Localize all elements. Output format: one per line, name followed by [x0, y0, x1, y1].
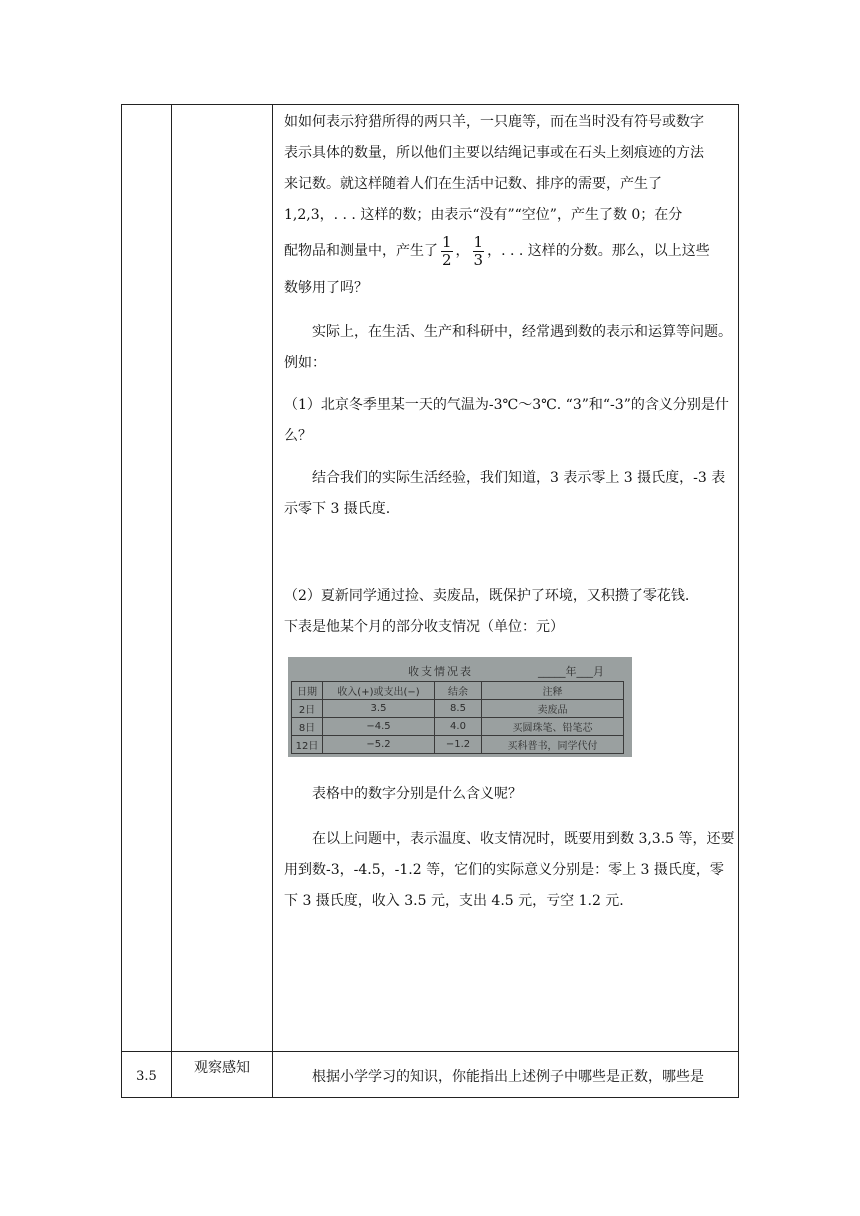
text-span: ，	[455, 243, 470, 259]
row-divider	[122, 1051, 738, 1052]
fraction-numerator: 1	[473, 232, 484, 251]
step-content: 根据小学学习的知识，你能指出上述例子中哪些是正数，哪些是	[312, 1069, 704, 1085]
table-row	[292, 700, 624, 718]
answer-1: 结合我们的实际生活经验，我们知道，3 表示零上 3 摄氏度，-3 表示零下 3 摄氏度.	[284, 470, 726, 517]
question-2-line: （2）夏新同学通过捡、卖废品，既保护了环境，又积攒了零花钱.	[284, 588, 690, 604]
table-cell: 买科普书，同学代付	[482, 736, 624, 754]
column-divider-1	[171, 105, 172, 1097]
fraction-denominator: 3	[473, 250, 484, 269]
paragraph-line-fractions	[284, 231, 736, 271]
table-header-row	[292, 682, 624, 700]
table-cell: 8日	[292, 718, 323, 736]
summary-paragraph: 在以上问题中，表示温度、收支情况时，既要用到数 3,3.5 等，还要用到数-3，-4.5，-1.2 等，它们的实际意义分别是：零上 3 摄氏度，零下 3 摄氏度，收入 3.5 元，支出 4.5 元，亏空 1.2 元.	[284, 831, 735, 909]
step-name: 观察感知	[194, 1060, 250, 1076]
table-header-cell: 注释	[482, 682, 624, 700]
table-cell: 8.5	[435, 700, 482, 718]
fraction-numerator: 1	[442, 232, 452, 251]
question-3: 表格中的数字分别是什么含义呢？	[312, 786, 522, 802]
paragraph: 实际上，在生活、生产和科研中，经常遇到数的表示和运算等问题。例如：	[284, 324, 732, 371]
table-row	[292, 736, 624, 754]
text-span: ，. . . 这样的分数。那么，以上这些	[487, 243, 710, 259]
table-cell: 买圆珠笔、铅笔芯	[482, 718, 624, 736]
fraction-denominator: 2	[442, 250, 452, 269]
table-header-cell: 结余	[435, 682, 482, 700]
photo-table-title: 收支情况表	[408, 665, 473, 678]
paragraph-line: 1,2,3，. . . 这样的数；由表示“没有”“空位”，产生了数 0；在分	[284, 207, 683, 223]
table-cell: −4.5	[323, 718, 435, 736]
paragraph-line: 数够用了吗？	[284, 280, 368, 296]
photo-table-date: _____年___月	[538, 665, 604, 678]
table-cell: −1.2	[435, 736, 482, 754]
paragraph-line: 如如何表示狩猎所得的两只羊，一只鹿等，而在当时没有符号或数字	[284, 114, 704, 130]
table-cell: −5.2	[323, 736, 435, 754]
table-header-cell: 日期	[292, 682, 323, 700]
text-span: 配物品和测量中，产生了	[284, 243, 438, 259]
table-cell: 12日	[292, 736, 323, 754]
table-cell: 卖废品	[482, 700, 624, 718]
photo-table	[291, 681, 624, 754]
income-expense-table-photo	[288, 657, 632, 757]
lesson-table	[121, 104, 739, 1098]
step-number: 3.5	[136, 1069, 157, 1084]
paragraph-line: 表示具体的数量，所以他们主要以结绳记事或在石头上刻痕迹的方法	[284, 145, 704, 161]
table-cell: 4.0	[435, 718, 482, 736]
lesson-content	[284, 105, 736, 917]
fraction-one-third	[473, 234, 485, 269]
fraction-one-half	[441, 234, 453, 269]
table-header-cell: 收入(+)或支出(−)	[323, 682, 435, 700]
paragraph-line: 来记数。就这样随着人们在生活中记数、排序的需要，产生了	[284, 176, 662, 192]
question-2-line: 下表是他某个月的部分收支情况（单位：元）	[284, 619, 564, 635]
question-1: （1）北京冬季里某一天的气温为-3℃～3℃. “3”和“-3”的含义分别是什么？	[284, 397, 729, 444]
table-row	[292, 718, 624, 736]
table-cell: 2日	[292, 700, 323, 718]
column-divider-2	[272, 105, 273, 1097]
table-cell: 3.5	[323, 700, 435, 718]
